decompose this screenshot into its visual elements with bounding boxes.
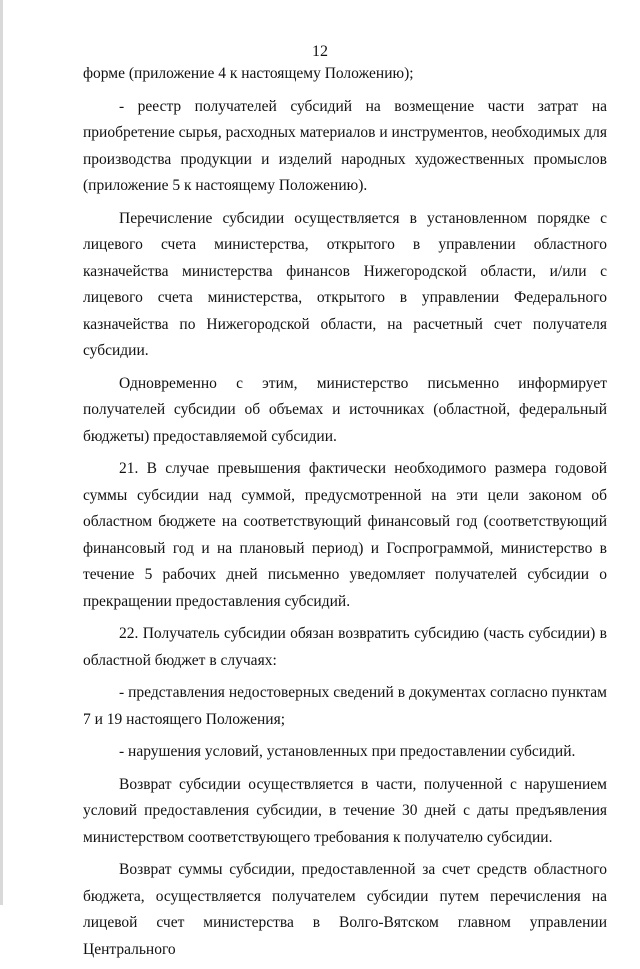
paragraph-8: - нарушения условий, установленных при предоставлении субсидий. <box>119 743 576 760</box>
paragraph-2: - реестр получателей субсидий на возмещение части затрат на приобретение сырья, расходных материалов и инструментов, необходимых для производства продукции и изделий народных художественных промыслов (приложение 5 к настоящему Положению). <box>83 97 607 194</box>
paragraph-6: 22. Получатель субсидии обязан возвратить субсидию (часть субсидии) в областной бюджет в случаях: <box>83 625 607 669</box>
page-number: 12 <box>312 43 328 60</box>
paragraph-10: Возврат суммы субсидии, предоставленной за счет средств областного бюджета, осуществляется получателем субсидии путем перечисления на лицевой счет министерства в Волго-Вятском главном управлении Центрального <box>83 861 607 958</box>
paragraph-3: Перечисление субсидии осуществляется в установленном порядке с лицевого счета министерства, открытого в управлении областного казначейства министерства финансов Нижегородской области, и/или с лицевого счета министерства, открытого в управлении Федерального казначейства по Нижегородской области, на расчетный счет получателя субсидии. <box>83 209 607 359</box>
scan-edge <box>0 0 3 905</box>
paragraph-1: форме (приложение 4 к настоящему Положению); <box>83 65 414 82</box>
paragraph-4: Одновременно с этим, министерство письменно информирует получателей субсидии об объемах и источниках (областной, федеральный бюджеты) предоставляемой субсидии. <box>83 374 607 445</box>
paragraph-9: Возврат субсидии осуществляется в части, полученной с нарушением условий предоставления субсидии, в течение 30 дней с даты предъявления министерством соответствующего требования к получателю субсидии. <box>83 775 607 846</box>
paragraph-5: 21. В случае превышения фактически необходимого размера годовой суммы субсидии над суммой, предусмотренной на эти цели законом об областном бюджете на соответствующий финансовый год (соответствующий финансовый год и на плановый период) и Госпрограммой, министерство в течение 5 рабочих дней письменно уведомляет получателей субсидии о прекращении предоставления субсидий. <box>83 460 607 610</box>
document-body <box>83 61 607 969</box>
paragraph-7: - представления недостоверных сведений в документах согласно пунктам 7 и 19 настоящего Положения; <box>83 684 607 728</box>
